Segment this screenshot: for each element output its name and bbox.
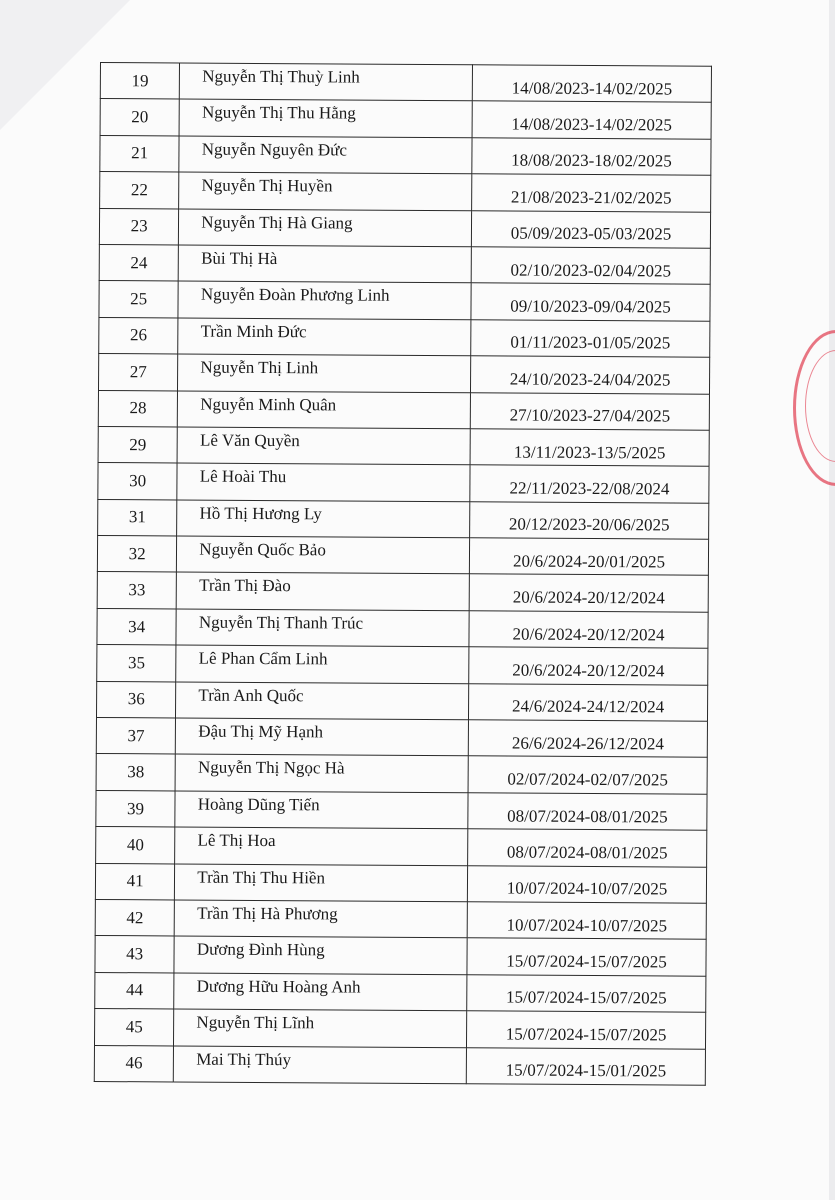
row-number-cell: 40: [96, 827, 176, 864]
full-name-text: Dương Hữu Hoàng Anh: [196, 976, 361, 997]
full-name-cell: [178, 281, 471, 319]
full-name-cell: [177, 427, 470, 465]
period-cell: [471, 210, 710, 248]
row-number-cell: 28: [98, 390, 178, 427]
row-number-cell: 46: [94, 1045, 174, 1082]
full-name-cell: [175, 864, 468, 902]
full-name-cell: [178, 245, 471, 283]
period-text: 26/6/2024-26/12/2024: [511, 733, 664, 754]
period-cell: [469, 538, 708, 576]
period-cell: [469, 611, 708, 649]
full-name-text: Lê Văn Quyền: [199, 430, 300, 451]
full-name-cell: [178, 318, 471, 356]
row-number-cell: 42: [95, 899, 175, 936]
table-row: [98, 463, 709, 503]
row-number-cell: 23: [99, 208, 179, 245]
full-name-text: Nguyễn Minh Quân: [200, 394, 337, 414]
row-number-cell: 44: [95, 972, 175, 1009]
period-cell: [468, 793, 707, 831]
period-cell: [470, 392, 709, 430]
period-cell: [469, 647, 708, 685]
table-row: [98, 499, 709, 539]
full-name-text: Bùi Thị Hà: [201, 248, 278, 269]
period-cell: [468, 756, 707, 794]
row-number-cell: 27: [98, 354, 178, 391]
table-row: [99, 281, 710, 321]
full-name-text: Nguyễn Thị Linh: [200, 357, 319, 378]
row-number-cell: 26: [99, 317, 179, 354]
full-name-cell: [177, 536, 470, 574]
period-cell: [472, 101, 711, 139]
table-row: [99, 317, 710, 357]
table-row: [94, 1009, 705, 1049]
row-number-cell: 21: [100, 135, 180, 172]
period-cell: [468, 720, 707, 758]
table-row: [95, 863, 706, 903]
table-row: [98, 354, 709, 394]
period-cell: [469, 574, 708, 612]
table-row: [98, 426, 709, 466]
table-body: [94, 63, 711, 1086]
table-row: [97, 536, 708, 576]
period-text: 09/10/2023-09/04/2025: [510, 296, 671, 317]
full-name-cell: [174, 900, 467, 938]
full-name-cell: [179, 99, 472, 137]
period-cell: [469, 683, 708, 721]
row-number-cell: 31: [98, 499, 178, 536]
full-name-text: Nguyễn Quốc Bảo: [199, 539, 326, 560]
row-number-cell: 19: [100, 63, 180, 100]
full-name-text: Nguyễn Thị Lĩnh: [196, 1012, 315, 1033]
period-cell: [471, 247, 710, 285]
row-number-cell: 29: [98, 426, 178, 463]
row-number-cell: 34: [97, 608, 177, 645]
row-number-cell: 38: [96, 754, 176, 791]
period-cell: [472, 174, 711, 212]
full-name-text: Nguyễn Nguyên Đức: [201, 139, 348, 160]
full-name-text: Trần Thị Thu Hiền: [197, 867, 326, 887]
full-name-cell: [176, 572, 469, 610]
table-row: [99, 208, 710, 248]
full-name-cell: [177, 463, 470, 501]
row-number-cell: 36: [96, 681, 176, 718]
table-row: [100, 63, 711, 103]
full-name-cell: [174, 1009, 467, 1047]
full-name-cell: [174, 973, 467, 1011]
full-name-text: Hoàng Dũng Tiến: [197, 794, 320, 815]
full-name-cell: [176, 645, 469, 683]
full-name-cell: [179, 209, 472, 247]
full-name-cell: [180, 63, 473, 101]
table-row: [95, 972, 706, 1012]
row-number-cell: 39: [96, 790, 176, 827]
table-row: [96, 790, 707, 830]
full-name-text: Trần Minh Đức: [200, 321, 307, 342]
period-cell: [472, 138, 711, 176]
row-number-cell: 32: [97, 536, 177, 573]
table-row: [96, 827, 707, 867]
full-name-text: Lê Phan Cẩm Linh: [198, 648, 328, 669]
table-row: [96, 681, 707, 721]
full-name-text: Nguyễn Thị Thanh Trúc: [198, 612, 364, 633]
period-text: 10/07/2024-10/07/2025: [506, 878, 668, 899]
full-name-cell: [179, 136, 472, 174]
period-cell: [467, 902, 706, 940]
period-cell: [466, 1047, 705, 1085]
period-cell: [470, 465, 709, 503]
period-cell: [467, 975, 706, 1013]
full-name-cell: [175, 754, 468, 792]
row-number-cell: 30: [98, 463, 178, 500]
table-row: [98, 390, 709, 430]
full-name-cell: [176, 609, 469, 647]
table-row: [99, 244, 710, 284]
table-row: [97, 572, 708, 612]
period-text: 08/07/2024-08/01/2025: [506, 842, 668, 863]
table-row: [95, 936, 706, 976]
full-name-text: Nguyễn Thị Hà Giang: [201, 212, 353, 233]
period-text: 14/08/2023-14/02/2025: [511, 114, 673, 135]
full-name-text: Trần Thị Hà Phương: [197, 903, 338, 924]
full-name-text: Hồ Thị Hương Ly: [199, 503, 322, 524]
full-name-text: Dương Đình Hùng: [196, 939, 325, 960]
table-row: [97, 645, 708, 685]
row-number-cell: 20: [100, 99, 180, 136]
full-name-text: Nguyễn Thị Thuỳ Linh: [202, 66, 360, 87]
row-number-cell: 24: [99, 244, 179, 281]
full-name-text: Nguyễn Thị Thu Hằng: [201, 103, 356, 123]
full-name-text: Đậu Thị Mỹ Hạnh: [198, 721, 324, 742]
full-name-cell: [179, 172, 472, 210]
full-name-cell: [174, 936, 467, 974]
period-text: 18/08/2023-18/02/2025: [511, 150, 672, 171]
full-name-cell: [176, 718, 469, 756]
full-name-text: Lê Thị Hoa: [197, 830, 276, 851]
period-cell: [471, 320, 710, 358]
row-number-cell: 41: [95, 863, 175, 900]
table-row: [96, 754, 707, 794]
period-cell: [467, 938, 706, 976]
period-text: 15/07/2024-15/07/2025: [506, 951, 667, 972]
period-cell: [471, 283, 710, 321]
period-cell: [467, 865, 706, 903]
full-name-cell: [178, 390, 471, 428]
period-text: 14/08/2023-14/02/2025: [511, 78, 673, 99]
period-text: 22/11/2023-22/08/2024: [509, 478, 670, 499]
full-name-text: Trần Anh Quốc: [198, 685, 304, 705]
period-text: 20/6/2024-20/01/2025: [512, 551, 666, 572]
full-name-text: Mai Thị Thúy: [196, 1049, 292, 1069]
full-name-cell: [177, 500, 470, 538]
period-text: 20/6/2024-20/12/2024: [512, 587, 665, 608]
period-text: 01/11/2023-01/05/2025: [510, 332, 671, 353]
full-name-text: Lê Hoài Thu: [199, 466, 287, 487]
period-text: 20/6/2024-20/12/2024: [512, 660, 665, 681]
period-text: 05/09/2023-05/03/2025: [510, 223, 672, 244]
row-number-cell: 25: [99, 281, 179, 318]
period-text: 20/6/2024-20/12/2024: [512, 624, 665, 645]
row-number-cell: 33: [97, 572, 177, 609]
row-number-cell: 35: [97, 645, 177, 682]
period-text: 08/07/2024-08/01/2025: [507, 806, 668, 826]
period-text: 02/07/2024-02/07/2025: [507, 769, 669, 790]
page-edge: [829, 0, 835, 1200]
period-text: 15/07/2024-15/07/2025: [505, 1024, 667, 1045]
table-row: [97, 608, 708, 648]
period-text: 10/07/2024-10/07/2025: [506, 915, 668, 936]
full-name-cell: [174, 1046, 467, 1084]
period-text: 20/12/2023-20/06/2025: [508, 514, 670, 535]
full-name-text: Trần Thị Đào: [199, 576, 291, 596]
period-text: 15/07/2024-15/07/2025: [506, 987, 667, 1008]
full-name-cell: [175, 827, 468, 865]
table-row: [100, 172, 711, 212]
staff-list-table: [94, 62, 712, 1086]
full-name-cell: [176, 682, 469, 720]
full-name-text: Nguyễn Đoàn Phương Linh: [200, 284, 390, 306]
full-name-text: Nguyễn Thị Ngọc Hà: [197, 758, 345, 778]
row-number-cell: 22: [100, 172, 180, 209]
period-cell: [470, 429, 709, 467]
table-row: [100, 135, 711, 175]
period-cell: [467, 1011, 706, 1049]
period-text: 24/10/2023-24/04/2025: [509, 369, 671, 390]
row-number-cell: 43: [95, 936, 175, 973]
table-row: [95, 899, 706, 939]
period-text: 24/6/2024-24/12/2024: [512, 696, 665, 717]
period-cell: [471, 356, 710, 394]
period-cell: [470, 501, 709, 539]
row-number-cell: 45: [94, 1009, 174, 1046]
period-cell: [468, 829, 707, 867]
table-row: [94, 1045, 705, 1085]
table-row: [96, 718, 707, 758]
table-row: [100, 99, 711, 139]
row-number-cell: 37: [96, 718, 176, 755]
full-name-text: Nguyễn Thị Huyền: [201, 175, 333, 196]
period-text: 21/08/2023-21/02/2025: [510, 187, 672, 208]
period-cell: [472, 65, 711, 103]
period-text: 13/11/2023-13/5/2025: [513, 442, 666, 463]
period-text: 02/10/2023-02/04/2025: [510, 260, 672, 281]
period-text: 27/10/2023-27/04/2025: [509, 405, 671, 426]
full-name-cell: [178, 354, 471, 392]
full-name-cell: [175, 791, 468, 829]
period-text: 15/07/2024-15/01/2025: [505, 1060, 667, 1081]
